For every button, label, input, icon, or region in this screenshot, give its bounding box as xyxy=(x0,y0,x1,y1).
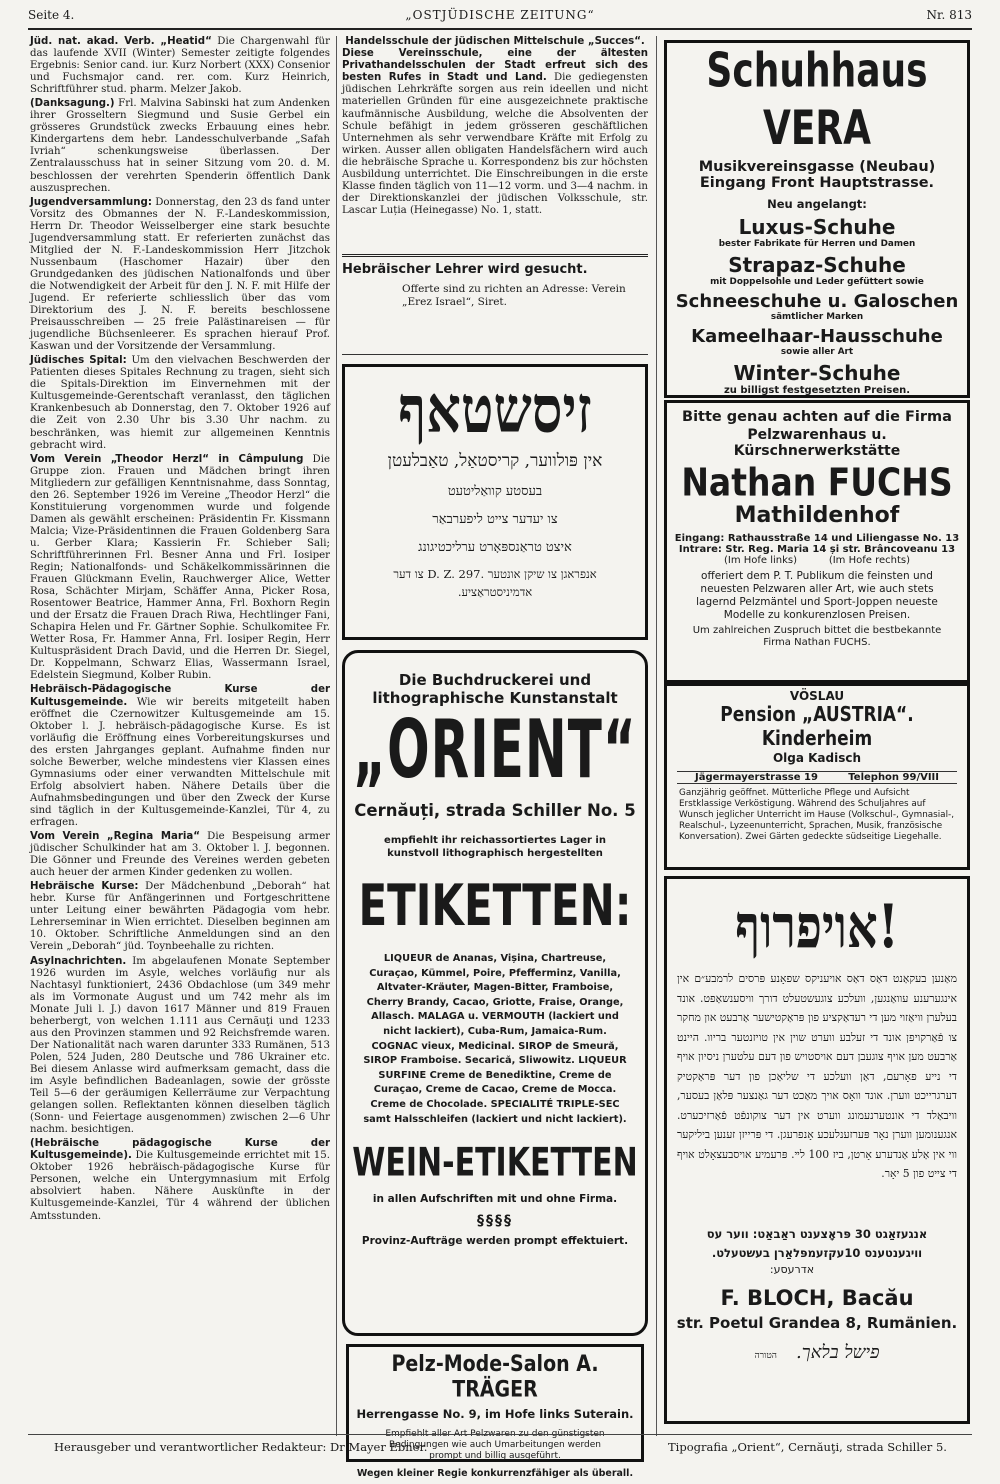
vera-item-sub: bester Fabrikate für Herren und Damen xyxy=(718,239,916,249)
news-item: (Danksagung.) Frl. Malvina Sabinski hat zum Andenken ihrer Grosseltern Siegmund und Susie Gerbel ein grösseres Grundstück zwecks Erbauung eines hebr. Kindergartens dem hebr. Landesschulverbande „Safah Ivriah“ schenkungsweise überlassen. Der Zentralausschuss hat in seiner Sitzung vom 20. d. M. beschlossen der verehrten Spenderin öffentlich Dank auszusprechen. xyxy=(30,98,330,194)
fuchs-top1: Bitte genau achten auf die Firma xyxy=(682,409,952,425)
austria-address-row: Jägermayerstrasse 19 Telephon 99/VIII xyxy=(677,771,957,784)
zisstaf-ad: זיסשטאף אין פּולווער, קריסטאַל, טאַבלעטן בעסטע קוואַליטעט צו יעדער צייט ליפערבאַר איצט טראַנספּאָרט ערליכטיגונג אנפראגן צו שיקן אונטער .D. Z. 297 צו דער אדמיניסטראַציע. xyxy=(342,364,648,640)
right-column xyxy=(662,36,972,1436)
footer-printer: Tipografia „Orient“, Cernăuţi, strada Schiller 5. xyxy=(668,1440,947,1454)
vera-item-head: Kameelhaar-Hausschuhe xyxy=(691,326,943,347)
aufruf-ad xyxy=(664,876,970,1424)
header-rule xyxy=(28,28,972,30)
vera-item-sub: mit Doppelsohle und Leder gefüttert sowie xyxy=(710,277,924,287)
vera-new-arrival: Neu angelangt: xyxy=(767,197,867,211)
fuchs-entry1: Eingang: Rathausstraße 14 und Liliengasse No. 13 xyxy=(674,533,960,544)
wein-etiketten-heading: WEIN-ETIKETTEN xyxy=(352,1140,638,1187)
aufruf-title: !אויפרוף xyxy=(735,892,899,962)
vera-item-sub: sowie aller Art xyxy=(780,347,854,357)
orient-line1: Die Buchdruckerei und xyxy=(398,671,592,689)
lehrer-ad xyxy=(342,262,648,322)
vera-item-head: Schneeschuhe u. Galoschen xyxy=(675,291,959,312)
austria-town: VÖSLAU xyxy=(789,689,845,703)
news-column xyxy=(30,36,330,1436)
page-number-label: Seite 4. xyxy=(28,8,75,22)
aufruf-text: מאַנען בעקאַנט דאַס דאַס אויעניקס שפאָנע פּרסים לרמבע״ם אין אינגערענע עוואַנגען, וועלכע צוגעשטעלט דורך וויסענשאַפט. אונד בעלערן וויאַזוי מען די רעדאַקציע פון פּראַקטישער אַרבעט און מחקר צו פֿאַרקויפן אונד די זעלבע ווערט שוין אין טויזנטער בריוו. היינט אַרבעט מען אויף צוגעבן דעם אויסטויש פון דעם עלטערן ניסיון אויף די נייע פאָרעם, דאַן וועלכע די שליאַכן פון דער פּראַקטיק דערגרייכט ווערן. אונד וואָס אויך מאַכט דער גאַנצער פּלאַן בעסער, וויבאַלד די אונטערנעמונג ווערט אין דער צוקונפֿט פֿאַרזיכערט. אנגענומען ווערן נאָר פּערזענלעכע אָנפרעגן. די פּרייזן זענען ביליקער ווי אין אַלע אַנדערע אָרטן, ביז 100 לײ. פּרעמיע אויסבעצאָלט אויף די צייט פון 5 יאָר. xyxy=(677,972,957,1180)
middle-column xyxy=(342,36,648,1479)
news-item: Jüd. nat. akad. Verb. „Heatid“ Die Chargenwahl für das laufende XVII (Winter) Semester zeitigte folgendes Ergebnis: Senior cand. iur. Kurz Norbert (XXX) Consenior und Fuchsmajor cand. rer. com. Kurz Heinrich, Schriftführer stud. pharm. Melzer Jakob. xyxy=(30,36,330,96)
zisstaf-title: זיסשטאף xyxy=(398,370,592,448)
traeger-text: Empfiehlt aller Art Pelzwaren zu den günstigsten Bedingungen wie auch Umarbeitungen werden prompt und billig ausgeführt. xyxy=(385,1429,605,1461)
newspaper-title: „OSTJÜDISCHE ZEITUNG“ xyxy=(405,8,595,22)
news-item: Asylnachrichten. Im abgelaufenen Monate September 1926 wurden im Asyle, welches vorläufig nur als Nachtasyl funktioniert, 2436 Obdachlose (um 349 mehr als im Vormonate August und um 742 mehr als im Monate Juli l. J.) davon 1617 Männer und 819 Frauen beherbergt, von welchen 1.111 aus Cernăuţi und 1233 aus den Provinzen stammen und 92 Reichsfremde waren. Der Nationalität nach waren darunter 333 Rumänen, 513 Polen, 524 Juden, 280 Deutsche und 786 Ukrainer etc. Bei diesem Anlasse wird aufmerksam gemacht, dass die im Asyle befindlichen Badeanlagen, sowie der grösste Teil 5—6 der geräumigen Kellerräume zur Verpachtung gelangen sollen. Reflektanten können dieselben täglich (Sonn- und Feiertage ausgenommen) zwischen 2—6 Uhr nachm. besichtigen. xyxy=(30,955,330,1136)
vera-item-sub: sämtlicher Marken xyxy=(770,312,864,322)
traeger-title: Pelz-Mode-Salon A. TRÄGER xyxy=(391,1351,599,1403)
footer-rule xyxy=(28,1434,972,1435)
fuchs-place: Mathildenhof xyxy=(734,503,900,528)
lehrer-title: Hebräischer Lehrer wird gesucht. xyxy=(342,262,588,277)
aufruf-footer1: אנגעזאַגט 30 פּראָצענט ראַבאַט: ווער עס xyxy=(706,1227,928,1241)
vera-ad xyxy=(664,40,970,398)
orient-product-list: LIQUEUR de Ananas, Vișina, Chartreuse, Curaçao, Kümmel, Poire, Pfefferminz, Vanilla, Altvater-Kräuter, Magen-Bitter, Framboise, Cherry Brandy, Cacao, Griotte, Fraise, Orange, Allasch. MALAGA u. VERMOUTH (lackiert und nicht lackiert), Cuba-Rum, Jamaica-Rum. COGNAC vieux, Medicinal. SIROP de Smeură, SIROP Framboise. Secarică, Sliwowitz. LIQUEUR SURFINE Creme de Benediktine, Creme de Curaçao, Creme de Cacao, Creme de Mocca. Creme de Chocolade. SPECIALITÉ TRIPLE-SEC samt Halsschleifen (lackiert und nicht lackiert). xyxy=(363,953,627,1125)
news-item: Jugendversammlung: Donnerstag, den 23 ds fand unter Vorsitz des Obmannes der N. F.-Landeskommission, Herrn Dr. Theodor Weisselberger eine stark besuchte Jugendversammlung statt. Er referierten zunächst das Mitglied der N. F.-Landeskommission Herr Jitzchok Nussenbaum (Haschomer Hazair) über den Grundgedanken des jüdischen Nationalfonds und über die Notwendigkeit der Arbeit für den J. N. F. mit Hilfe der Jugend. Er referierte schliesslich über das vom Direktorium des J. N. F. bereits beschlossene Preisausschreiben — 25 freie Palästinareisen — für jugendliche Büchsenleerer. Es sprachen hierauf Prof. Kaswan und der Vorsitzende der Versammlung. xyxy=(30,196,330,353)
fuchs-text: offeriert dem P. T. Publikum die feinsten und neuesten Pelzwaren aller Art, wie auch stets lagernd Pelzmäntel und Sport-Joppen neueste Modelle zu konkurenzlosen Preisen. xyxy=(696,570,938,621)
divider xyxy=(342,254,648,257)
traeger-note: Wegen kleiner Regie konkurrenzfähiger als überall. xyxy=(356,1468,634,1479)
traeger-address: Herrengasse No. 9, im Hofe links Suterain. xyxy=(356,1407,634,1421)
austria-ad xyxy=(664,680,970,870)
vera-item-sub: zu billigst festgesetzten Preisen. xyxy=(723,385,911,396)
news-item: Vom Verein „Theodor Herzl“ in Câmpulung Die Gruppe zion. Frauen und Mädchen bringt ihren Mitgliedern zur gefälligen Kenntnisnahme, dass Sonntag, den 26. September 1926 im Vereine „Theodor Herzl“ die Konstituierung vorgenommen wurde und folgende Damen als gewählt erscheinen: Präsidentin Fr. Kissmann Malcia; Vize-Präsidentinnen die Frauen Goldenberg Sara u. Gerber Klara; Kassierin Fr. Schieber Sali; Schriftführerinnen Frl. Besner Anna und Frl. Iosiper Regin; Nationalfonds- und Schäkelkommissärinnen die Frauen Glückmann Evelin, Rauchwerger Alice, Wetter Rosa, Schächter Mirjam, Schäffer Anna, Picker Rosa, Rosentower Beatrice, Hammer Anna, Frl. Boxhorn Regin und der Ersatz die Frauen Drach Riwa, Hechtlinger Fani, Schapira Helen und Fr. Gärtner Sophie. Schulkomitee Fr. Wetter Rosa, Fr. Hammer Anna, Frl. Iosiper Regin, Herr Kultuspräsident Drach David, und die Herren Dr. Siegel, Dr. Koppelmann, Schwarz Elias, Wassermann Israel, Edelstein Siegmund, Kolber Rubin. xyxy=(30,453,331,682)
fuchs-ad xyxy=(664,400,970,686)
handelsschule-title: Handelsschule der jüdischen Mittelschule „Succes“. xyxy=(345,36,645,47)
vera-name: Schuhhaus VERA xyxy=(706,45,928,156)
ornament: §§§§ xyxy=(477,1213,513,1230)
vera-address1: Musikvereinsgasse (Neubau) xyxy=(698,159,936,175)
page-header xyxy=(28,6,972,28)
news-item: (Hebräische pädagogische Kurse der Kultusgemeinde). Die Kultusgemeinde errichtet mit 15. Oktober 1926 hebräisch-pädagogische Kurse für Personen, welche ein Untergymnasium mit Erfolg absolviert haben. Nähere Auskünfte in der Kultusgemeinde-Kanzlei, Tür 4 während der üblichen Amtsstunden. xyxy=(30,1138,330,1222)
fuchs-top2: Pelzwarenhaus u. Kürschnerwerkstätte xyxy=(733,427,901,459)
column-divider xyxy=(656,36,657,1436)
vera-item-head: Strapaz-Schuhe xyxy=(728,253,906,277)
divider xyxy=(342,354,648,355)
aufruf-footer2: וויגענטענס 10עקזעמפּלאַרן בעשטעלט. xyxy=(711,1246,923,1260)
aufruf-name: F. BLOCH, Bacău xyxy=(720,1286,914,1310)
wein-subtitle: in allen Aufschriften mit und ohne Firma. xyxy=(372,1193,618,1206)
news-item: Vom Verein „Regina Maria“ Die Bespeisung armer jüdischer Schulkinder hat am 3. Oktober l. J. begonnen. Die Gönner und Freunde des Vereines werden gebeten auch heuer der armen Kinder gedenken zu wollen. xyxy=(30,831,330,879)
orient-provinz: Provinz-Aufträge werden prompt effektuiert. xyxy=(361,1235,629,1248)
handelsschule-notice: Handelsschule der jüdischen Mittelschule „Succes“. Diese Vereinsschule, eine der ältesten Privathandelsschulen der Stadt erfreut sich des besten Rufes in Stadt und Land. Die gediegensten jüdischen Lehrkräfte sorgen aus rein ideellen und nicht materiellen Gründen für eine ausgezeichnete praktische kaufmännische Ausbildung, welche die Absolventen der Schule befähigt in jedem grösseren geschäftlichen Unternehmen als sehr verwendbare Kräfte mit Erfolg zu wirken. Ausser allen obligaten Handelsfächern wird auch die hebräische Sprache u. Korrespondenz bis zur höchsten Ausbildung unterrichtet. Die Einschreibungen in die erste Klasse finden täglich von 11—12 vorm. und 3—4 nachm. in der Direktionskanzlei der jüdischen Volksschule, str. Lascar Luția (Heinegasse) No. 1, statt. xyxy=(342,36,648,217)
austria-owner: Olga Kadisch xyxy=(772,751,862,765)
news-item: Hebräisch-Pädagogische Kurse der Kultusgemeinde. Wie wir bereits mitgeteilt haben eröffnet die Czernowitzer Kultusgemeinde am 15. Oktober l. J. hebräisch-pädagogische Kurse. Es ist vorläufig die Eröffnung eines Vorbereitungskurses und des ersten Jahrganges geplant. Aufnahme finden nur solche Bewerber, welche mindestens vier Klassen eines Gymnasiums oder einer verwandten Mittelschule mit Erfolg absolviert haben. Nähere Details über die Aufnahmsbedingungen und über den Zweck der Kurse sind täglich in der Kultusgemeinde-Kanzlei, Tür 4, zu erfragen. xyxy=(30,684,331,828)
fuchs-footer: Um zahlreichen Zuspruch bittet die bestbekannte Firma Nathan FUCHS. xyxy=(692,625,942,648)
fuchs-name: Nathan FUCHS xyxy=(681,460,953,505)
vera-item-head: Luxus-Schuhe xyxy=(738,215,896,239)
orient-line2: lithographische Kunstanstalt xyxy=(372,689,618,707)
orient-address: Cernăuți, strada Schiller No. 5 xyxy=(354,801,636,820)
lehrer-text: Offerte sind zu richten an Adresse: Verein „Erez Israel“, Siret. xyxy=(402,283,626,308)
fuchs-entry2: Intrare: Str. Reg. Maria 14 și str. Brâncoveanu 13 xyxy=(678,544,956,555)
column-divider xyxy=(336,36,337,1436)
etiketten-heading: ETIKETTEN: xyxy=(358,872,632,939)
orient-tagline: empfiehlt ihr reichassortiertes Lager in kunstvoll lithographisch hergestellten xyxy=(384,835,606,859)
news-item: Jüdisches Spital: Um den vielvachen Beschwerden der Patienten dieses Spitales Rechnung zu tragen, sieht sich die Spitals-Direktion im Einvernehmen mit der Kultusgemeinde-Gerentschaft veranlasst, den täglichen Krankenbesuch ab Donnerstag, den 7. Oktober 1926 auf die Zeit von 2.30 Uhr bis 3.30 Uhr nachm. zu beschränken, was hiemit zur allgemeinen Kenntnis gebracht wird. xyxy=(30,355,330,451)
austria-text: Ganzjährig geöffnet. Mütterliche Pflege und Aufsicht Erstklassige Verköstigung. Während des Schuljahres auf Wunsch jeglicher Unterricht im Hause (Volkschul-, Gymnasial-, Realschul-, Lyzeenunterricht, Sprachen, Musik, französische Konversation). Zwei Gärten gedeckte südseitige Liegehalle. xyxy=(679,788,954,842)
aufruf-signature-row: פישל בלאך. הטורה xyxy=(754,1342,880,1363)
aufruf-adresse-label: אדרעסע: xyxy=(769,1263,815,1276)
vera-address2: Eingang Front Hauptstrasse. xyxy=(699,175,935,191)
vera-item-head: Winter-Schuhe xyxy=(733,361,901,385)
news-item: Hebräische Kurse: Der Mädchenbund „Deborah“ hat hebr. Kurse für Anfängerinnen und Fortgeschrittene unter Leitung einer bewährten Pädagogia vom hebr. Lehrerseminar in Wien errichtet. Dieselben beginnen am 10. Oktober. Schriftliche Anmeldungen sind an den Verein „Deborah“ jüd. Toynbeehalle zu richten. xyxy=(30,881,330,953)
orient-ad xyxy=(342,650,648,1336)
fuchs-entry3: (Im Hofe links) (Im Hofe rechts) xyxy=(723,555,910,566)
issue-number: Nr. 813 xyxy=(926,8,972,22)
footer-editor: Herausgeber und verantwortlicher Redakteur: Dr Mayer Ebner. xyxy=(54,1440,428,1454)
orient-name: „ORIENT“ xyxy=(353,703,637,797)
austria-title: Pension „AUSTRIA“. Kinderheim xyxy=(720,703,914,751)
aufruf-street: str. Poetul Grandea 8, Rumänien. xyxy=(676,1314,958,1332)
